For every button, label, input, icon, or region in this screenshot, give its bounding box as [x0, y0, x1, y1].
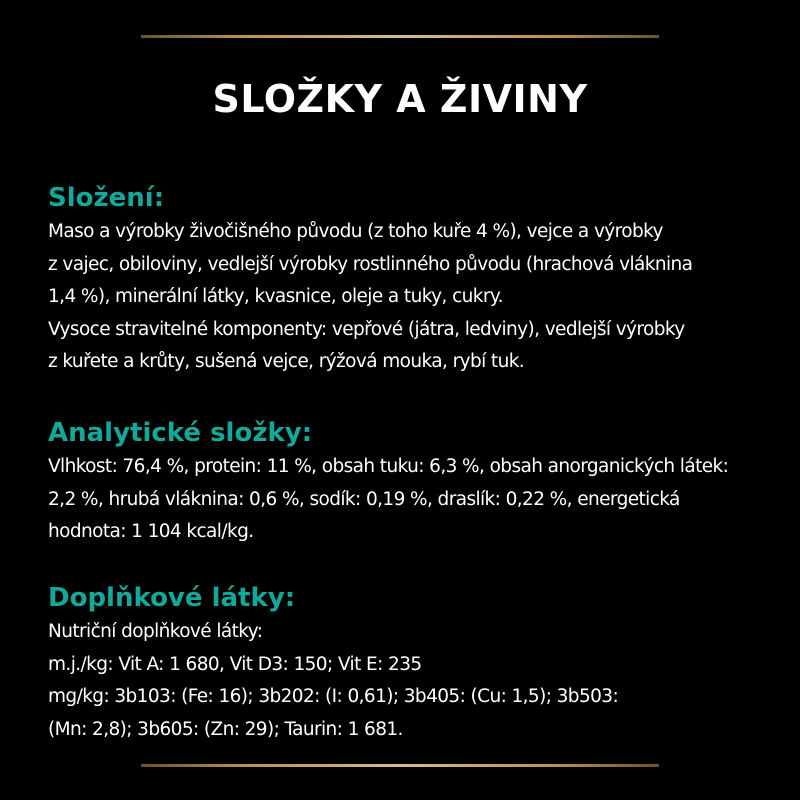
composition-line: 1,4 %), minerální látky, kvasnice, oleje a tuky, cukry.: [48, 286, 503, 307]
additives-line: mg/kg: 3b103: (Fe: 16); 3b202: (I: 0,61); 3b405: (Cu: 1,5); 3b503:: [48, 686, 619, 707]
top-divider: [141, 35, 659, 38]
analytic-section: [48, 415, 768, 549]
composition-section: [48, 180, 768, 379]
analytic-heading: Analytické složky:: [48, 418, 313, 448]
composition-line: Maso a výrobky živočišného původu (z toho kuře 4 %), vejce a výrobky: [48, 221, 663, 242]
composition-line: z kuřete a krůty, sušená vejce, rýžová mouka, rybí tuk.: [48, 351, 525, 372]
analytic-text: [48, 451, 768, 549]
additives-section: [48, 580, 768, 746]
additives-line: m.j./kg: Vit A: 1 680, Vit D3: 150; Vit E: 235: [48, 653, 422, 675]
analytic-line: hodnota: 1 104 kcal/kg.: [48, 521, 254, 542]
composition-line: z vajec, obiloviny, vedlejší výrobky rostlinného původu (hrachová vláknina: [48, 253, 693, 275]
composition-line: Vysoce stravitelné komponenty: vepřové (játra, ledviny), vedlejší výrobky: [48, 318, 685, 340]
composition-text: [48, 216, 768, 379]
analytic-line: Vlhkost: 76,4 %, protein: 11 %, obsah tuku: 6,3 %, obsah anorganických látek:: [48, 456, 729, 477]
additives-line: (Mn: 2,8); 3b605: (Zn: 29); Taurin: 1 681.: [48, 718, 403, 740]
composition-heading: Složení:: [48, 183, 165, 213]
additives-heading: Doplňkové látky:: [48, 583, 296, 613]
additives-line: Nutriční doplňkové látky:: [48, 621, 263, 642]
additives-text: [48, 616, 768, 746]
analytic-line: 2,2 %, hrubá vláknina: 0,6 %, sodík: 0,19 %, draslík: 0,22 %, energetická: [48, 488, 680, 510]
bottom-divider: [141, 764, 659, 767]
page-title: SLOŽKY A ŽIVINY: [212, 77, 588, 121]
